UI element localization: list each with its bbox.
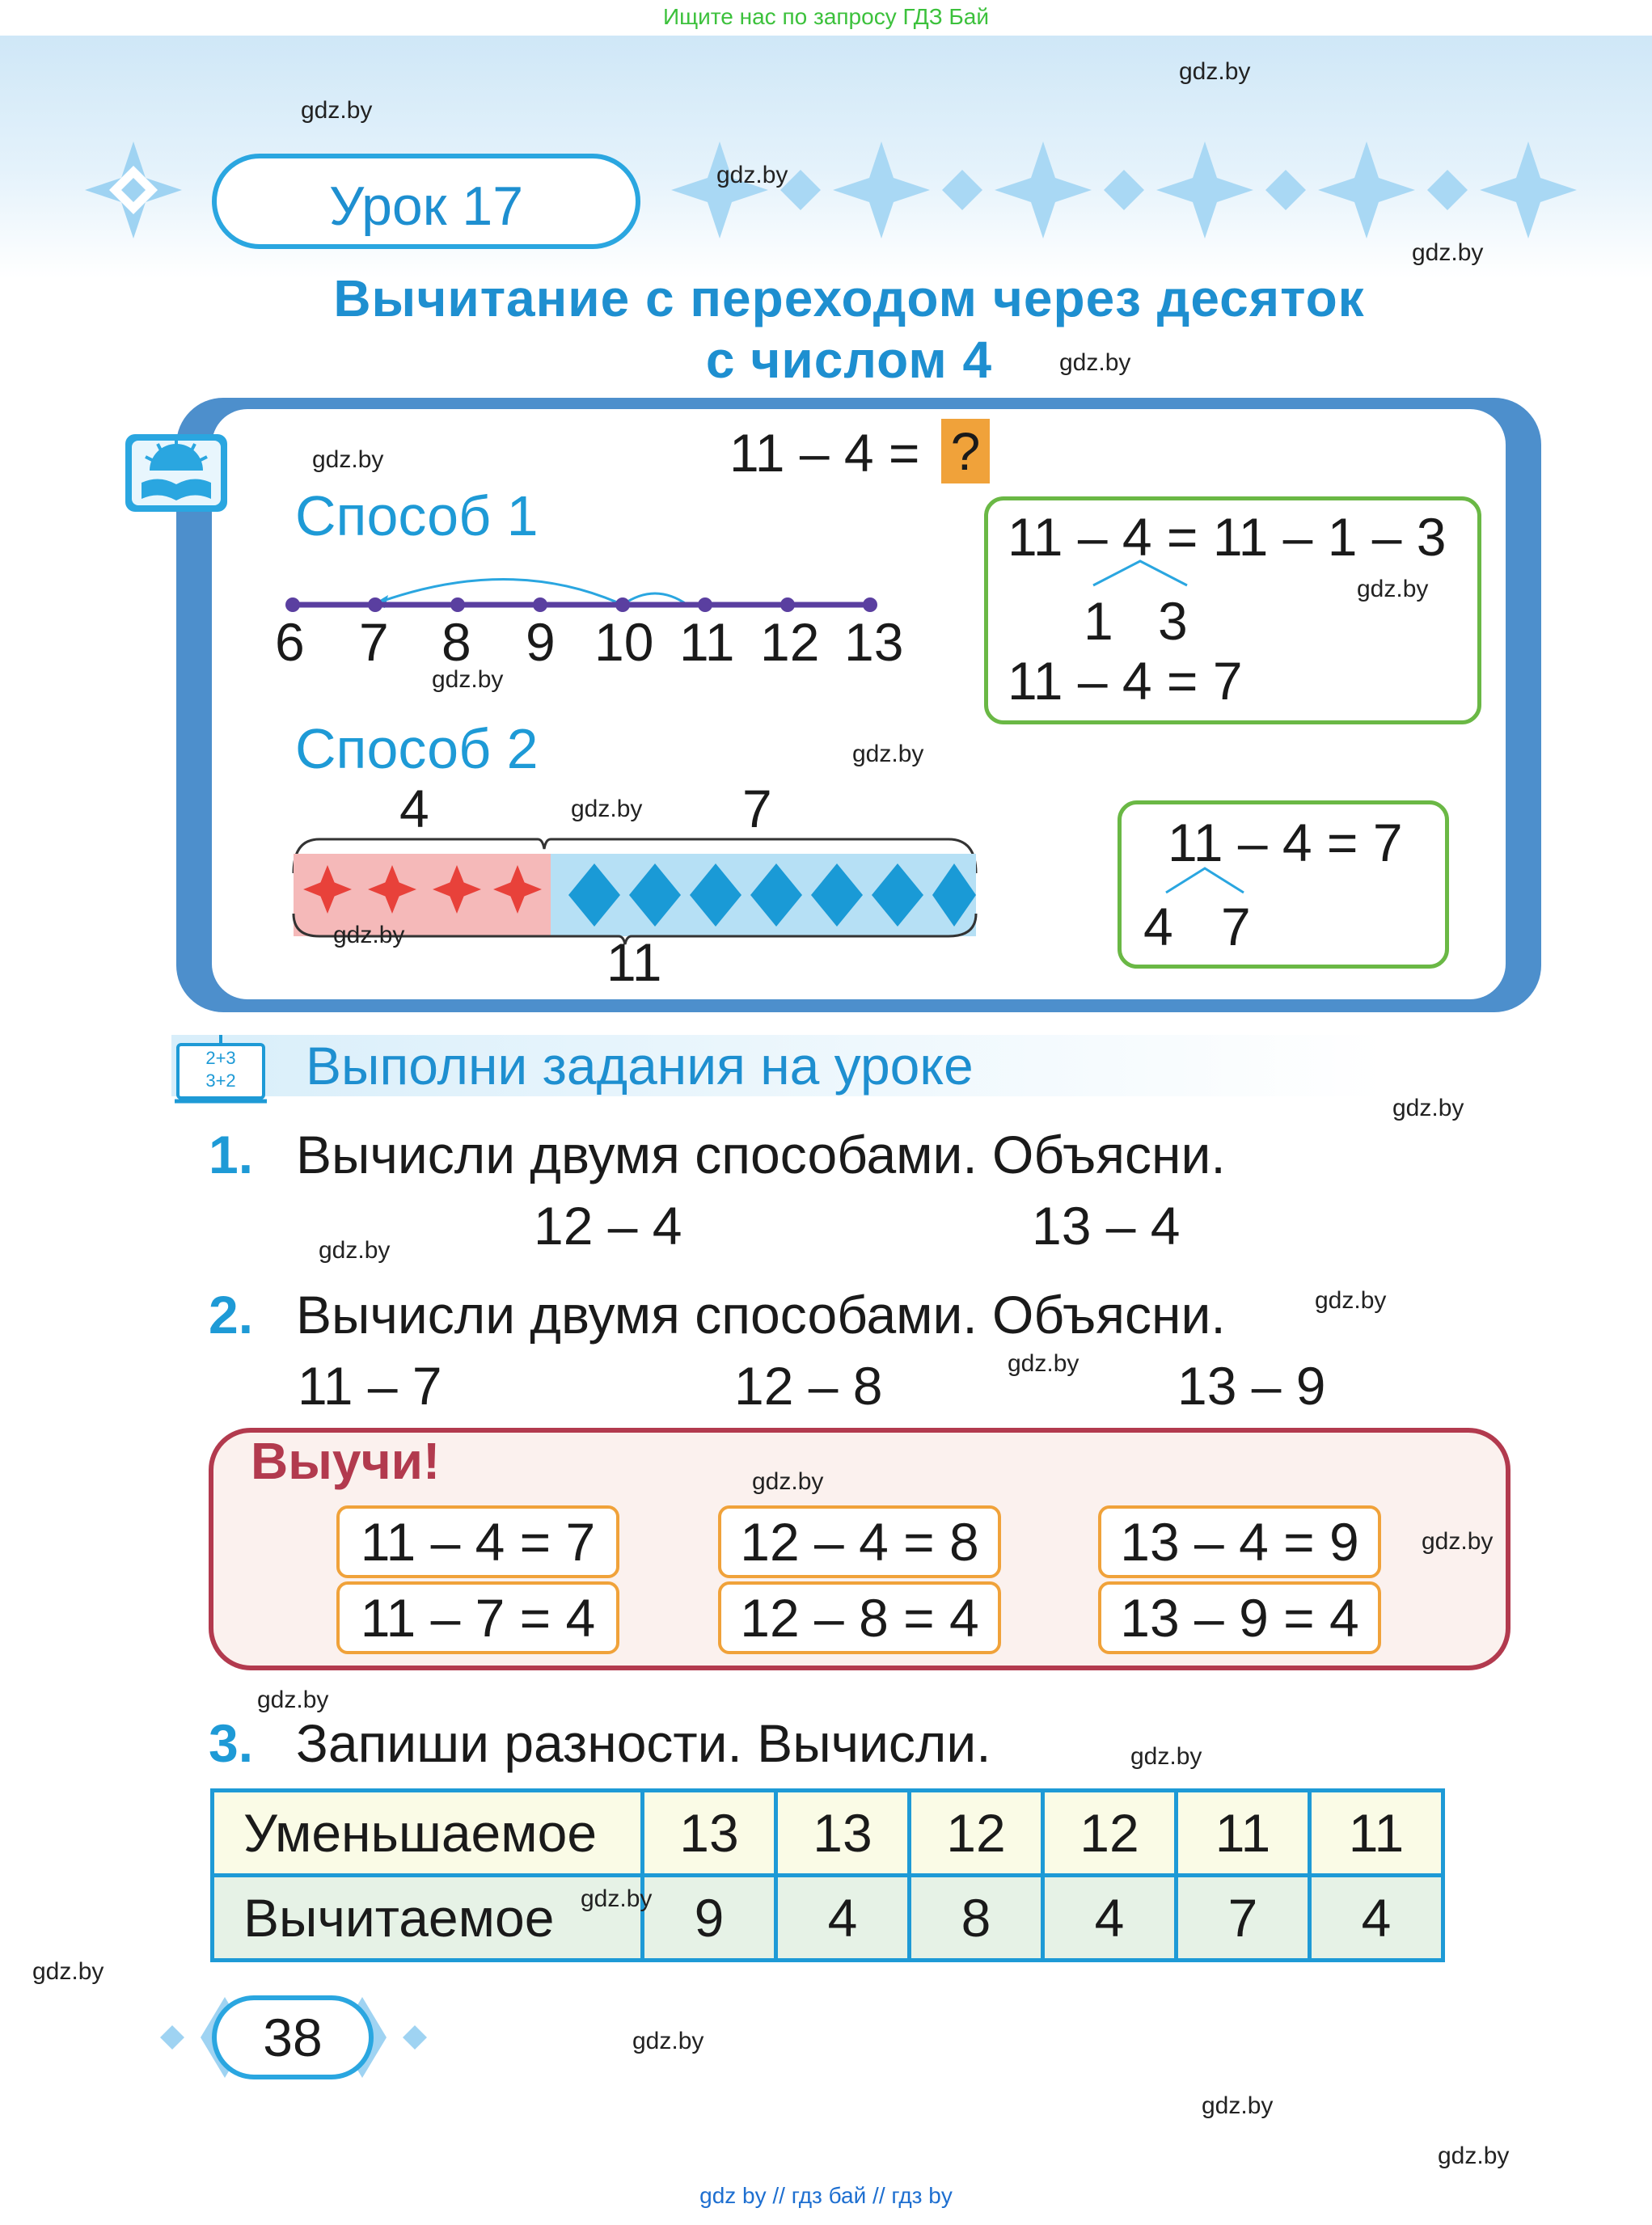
page-subtitle: с числом 4 — [705, 331, 993, 389]
board-line1: 2+3 — [205, 1048, 236, 1068]
task1-text: Вычисли двумя способами. Объясни. — [296, 1125, 1226, 1184]
table-cell: 13 — [776, 1791, 910, 1876]
number-line-label-11: 11 — [679, 612, 735, 672]
table-cell: 8 — [910, 1876, 1043, 1961]
ornament-snowflake-icon — [81, 137, 186, 243]
task1-expr-b: 13 – 4 — [1032, 1196, 1181, 1256]
minuend-label: Уменьшаемое — [213, 1791, 643, 1876]
number-line-label-7: 7 — [359, 612, 389, 672]
watermark: gdz.by — [1315, 1287, 1387, 1314]
watermark: gdz.by — [32, 1958, 104, 1985]
table-cell: 7 — [1177, 1876, 1310, 1961]
method2-split-a: 4 — [1143, 897, 1173, 956]
table-cell: 13 — [643, 1791, 776, 1876]
table-cell: 4 — [776, 1876, 910, 1961]
watermark: gdz.by — [1422, 1528, 1494, 1555]
watermark: gdz.by — [852, 741, 924, 767]
subtrahend-label: Вычитаемое — [213, 1876, 643, 1961]
task2-text: Вычисли двумя способами. Объясни. — [296, 1285, 1226, 1345]
table-cell: 4 — [1043, 1876, 1177, 1961]
learn-eq: 12 – 8 = 4 — [718, 1581, 1001, 1654]
watermark: gdz.by — [432, 666, 504, 693]
table-cell: 11 — [1310, 1791, 1443, 1876]
watermark: gdz.by — [632, 2028, 704, 2054]
number-line-label-6: 6 — [275, 612, 305, 672]
table-cell: 4 — [1310, 1876, 1443, 1961]
task2-number: 2. — [209, 1285, 254, 1345]
method1-split-b: 3 — [1158, 591, 1188, 651]
table-row — [213, 1876, 1443, 1961]
watermark: gdz.by — [1412, 239, 1484, 266]
lesson-label: Урок 17 — [212, 154, 640, 249]
page-title: Вычитание с переходом через десяток — [333, 269, 1365, 327]
watermark: gdz.by — [581, 1885, 653, 1912]
task3-number: 3. — [209, 1713, 254, 1773]
task1-expr-a: 12 – 4 — [534, 1196, 682, 1256]
number-line-label-13: 13 — [844, 612, 904, 672]
main-equation: 11 – 4 = — [729, 423, 920, 483]
method1-equation: 11 – 4 = 11 – 1 – 3 — [1008, 507, 1447, 567]
watermark: gdz.by — [301, 97, 373, 124]
top-banner[interactable]: Ищите нас по запросу ГДЗ Бай — [662, 4, 990, 29]
page-number: 38 — [212, 1995, 374, 2079]
learn-eq: 13 – 4 = 9 — [1098, 1505, 1381, 1578]
ornament-band-icon — [671, 137, 1585, 243]
board-icon — [171, 1033, 270, 1106]
task3-text: Запиши разности. Вычисли. — [296, 1713, 991, 1773]
learn-eq: 11 – 4 = 7 — [336, 1505, 619, 1578]
learn-eq: 11 – 7 = 4 — [336, 1581, 619, 1654]
method2-total: 11 — [606, 932, 662, 992]
watermark: gdz.by — [1059, 349, 1131, 376]
table-row — [213, 1791, 1443, 1876]
method2-heading: Способ 2 — [295, 717, 539, 780]
section-heading: Выполни задания на уроке — [306, 1036, 974, 1096]
number-line — [275, 558, 889, 614]
watermark: gdz.by — [257, 1687, 329, 1713]
learn-eq: 12 – 4 = 8 — [718, 1505, 1001, 1578]
watermark: gdz.by — [1008, 1350, 1080, 1377]
method2-split-b: 7 — [1221, 897, 1251, 956]
task1-number: 1. — [209, 1125, 254, 1184]
watermark: gdz.by — [1179, 58, 1251, 85]
watermark: gdz.by — [716, 162, 788, 188]
table-cell: 12 — [1043, 1791, 1177, 1876]
method2-part-left: 4 — [399, 779, 429, 838]
watermark: gdz.by — [333, 922, 405, 948]
number-line-label-9: 9 — [526, 612, 556, 672]
board-line2: 3+2 — [205, 1070, 236, 1091]
watermark: gdz.by — [571, 796, 643, 822]
watermark: gdz.by — [752, 1468, 824, 1495]
task2-expr-c: 13 – 9 — [1177, 1356, 1326, 1416]
table-cell: 12 — [910, 1791, 1043, 1876]
learn-eq: 13 – 9 = 4 — [1098, 1581, 1381, 1654]
watermark: gdz.by — [1438, 2143, 1510, 2169]
number-line-label-8: 8 — [442, 612, 471, 672]
watermark: gdz.by — [1392, 1095, 1464, 1121]
unknown-answer: ? — [941, 419, 990, 483]
number-line-label-10: 10 — [594, 612, 654, 672]
book-icon — [125, 434, 227, 512]
watermark: gdz.by — [1130, 1743, 1202, 1770]
difference-table — [210, 1788, 1445, 1962]
table-cell: 11 — [1177, 1791, 1310, 1876]
method2-equation: 11 – 4 = 7 — [1168, 813, 1403, 872]
number-line-label-12: 12 — [760, 612, 820, 672]
watermark: gdz.by — [312, 446, 384, 473]
method1-heading: Способ 1 — [295, 484, 539, 547]
footer-links[interactable]: gdz by // гдз бай // гдз by — [699, 2183, 953, 2208]
method1-answer: 11 – 4 = 7 — [1008, 651, 1243, 711]
watermark: gdz.by — [1202, 2092, 1274, 2119]
task2-expr-a: 11 – 7 — [298, 1356, 442, 1416]
method2-part-right: 7 — [742, 779, 772, 838]
learn-heading: Выучи! — [251, 1432, 441, 1490]
method1-split-a: 1 — [1084, 591, 1113, 651]
table-cell: 9 — [643, 1876, 776, 1961]
watermark: gdz.by — [319, 1237, 391, 1264]
watermark: gdz.by — [1357, 576, 1429, 602]
task2-expr-b: 12 – 8 — [734, 1356, 883, 1416]
